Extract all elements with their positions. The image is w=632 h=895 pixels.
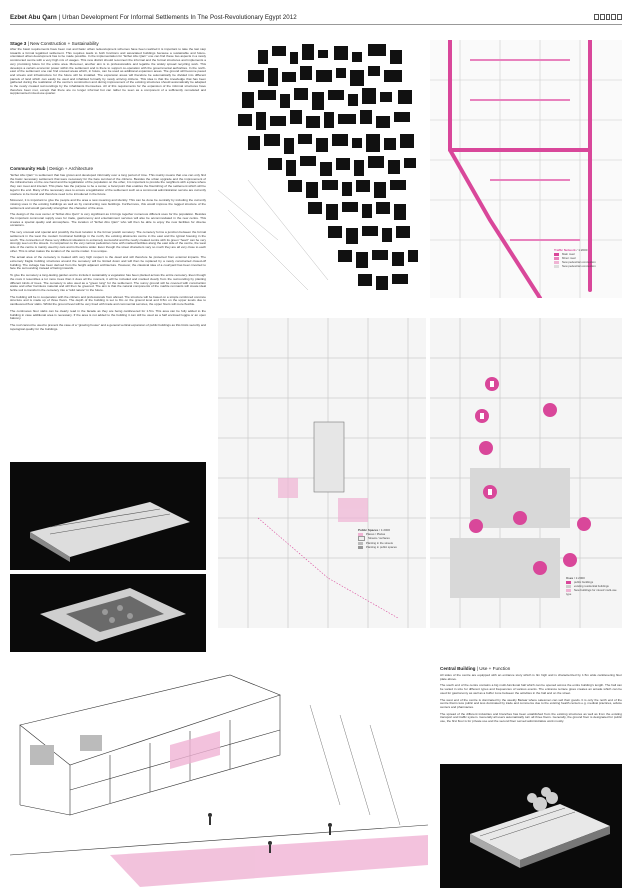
central-paragraph: All sides of the centre are equipped with an entrance story which is 3m high and is characterized by 1.5m wide cantilevering floor plate above. xyxy=(440,674,622,681)
community-hub-subtitle: | Design + Architecture xyxy=(45,166,94,171)
legend-label: existing residential buildings xyxy=(574,584,609,588)
legend-item xyxy=(554,264,620,268)
legend-swatch xyxy=(554,265,559,268)
traffic-network-map xyxy=(430,40,622,298)
central-paragraph: The south end of the centre contains a big multi-functional hall which can be opened across the entire building's length. The hall can be varied in size for different types and frequencies of various events. The entrance terrace gives creates an arcade which can be used for gastronomy as well as a buffer zone between the activities in the hall and on the street. xyxy=(440,684,622,695)
uses-map xyxy=(430,318,622,628)
legend-label: Places / Plazas xyxy=(366,532,386,536)
uses-scale: / 1:2000 xyxy=(573,576,585,580)
stage3-title xyxy=(10,41,99,46)
uses-title: Uses xyxy=(566,576,574,580)
legend-label: public buildings xyxy=(574,580,594,584)
legend-item xyxy=(566,588,620,596)
hub-paragraph: "Ezbet Abu Qarn" is settlement that has grown and developed informally over a long period of time. This mainly means that one can only find the basic necessary settlement that were necessary for the bare survival of the citizens. Besides the urban upgrade and the improvement of the infrastructure on the one hand and the legalization of the population on the other, it is important to provide the neighbors with a place where they can meet and interact. This place has the purpose to be a center, a focal point that enables the flourishing of the settlement which will be legal in the end. Many of the necessary uses to ensure a legalization of the settlement such as a communal administration service are currently nowhere to be found and therefore need to be introduced in the future. xyxy=(10,174,206,196)
title-bold: Ezbet Abu Qarn xyxy=(10,14,57,21)
stage3-text: After the basic requirements have been met and basic urban redevelopment schemes have been realized it is important to take the last step towards a formal legalized settlement. This requires leads to both functions and associated buildings because a sustainable and future-orientated urban development has to be made possible. In the implementation for "Ezbet Abu Qarn" one can find these two aspects in a newly constructed centre with a very high mix of usages. This new district should reconnect the informal and the formal structures and implements a very promising future for the entire area. Moreover, another aim is to professionalize and legalize the widely spread recycling work. This develops a certain economic power within the settlement and is there to support co-operation with the governmental authorities. In the north-east of the settlement one can find unused areas which, in future, can be used as additional expansion areas. The ground will become paved and streets and infrastructure for the future will be installed. The expansion areas will therefore be automatically be divided into different parcels of land which can easily be used and inhabited formally by newly arriving citizens. This idea is that the knowledge that has been gathered during the realization of the centre's construction and during improvement of the existing structures should automatically be adapted to the newly created surroundings by the inhabitants themselves. All of this requirements for the expansion of the informal structures have therefore been met, except that there are no longer informal but can rather be seen as a component of a sufficiently remodeled and supplemented mixed-use quarter. xyxy=(10,48,206,96)
legend-label: Planting in the streets xyxy=(366,541,393,545)
legend-label: New pedestrian connection xyxy=(562,260,596,264)
traffic-legend xyxy=(554,248,620,268)
legend-label: Main road xyxy=(562,252,575,256)
hub-paragraph: The roof cannot be used to prevent the case of a "growing house" and a general vertical expansion of public buildings as this limits security and topological quality for the buildings. xyxy=(10,323,206,331)
model-photo-courtyard xyxy=(10,574,206,652)
legend-label: Planting in public spaces xyxy=(366,545,397,549)
legend-swatch xyxy=(358,546,363,549)
model-photo-central-building xyxy=(440,764,622,888)
central-building-subtitle: | Use + Function xyxy=(475,666,511,671)
page-title xyxy=(10,14,297,21)
central-building-title xyxy=(440,666,510,671)
legend-label: New buildings for mixed/ multi-use type xyxy=(566,588,617,596)
central-paragraph: The spread of the different industries and branches has been established from the existing structures as well as from the existing transport and traffic system. Generally all users automatically turn all three floors. Generally, the ground floor is designated for public use, the first floor is for private use and the second floor served administrative work mostly. xyxy=(440,712,622,724)
stage3-subtitle: | New Construction + Sustainability xyxy=(26,41,99,46)
central-building-text xyxy=(440,674,622,760)
public-title: Public Spaces xyxy=(358,528,379,532)
header-divider xyxy=(10,24,622,25)
community-hub-title-bold: Community Hub xyxy=(10,166,46,171)
hub-paragraph: Moreover, it is important to give the people and the area a new meaning and identity. This can be done be centrally by including the currently missing uses in the existing buildings as well as by constructing new buildings. Furthermore, this would improve the ragged structure of the settlement and would generally strengthen the character of the area. xyxy=(10,199,206,210)
legend-label: New pedestrian connection xyxy=(562,264,596,268)
hub-paragraph: The continuous floor slabs can be clearly read in the facade as they are being cantilevered for 1.5m. This area can be fully added to the building in case additional area is necessary. If the area is not added to the building it can still be used as a half enclosed loggia or an open balcony. xyxy=(10,309,206,321)
hub-paragraph: The design of the new center of "Ezbet Abu Qarn" is very significant as it brings together numerous different uses for the population. Besides the important communal supply uses for trade, gastronomy and entertainment services will also be accommodated in the new centre. This creates a special quality and atmosphere. The location of "Ezbet Abu Qarn" who will then be able to enjoy the new facilities for diverse occasions. xyxy=(10,213,206,228)
legend-item xyxy=(358,545,424,549)
central-paragraph: The west end of the centre is dominated by the weekly Bazaar where salesmen can sell their goods. It is only the north end of the centre that is less public and less dominated by trade and commerce due to the existing health centers e.g. medical practices, advice centers and pharmacies. xyxy=(440,698,622,709)
public-spaces-legend xyxy=(358,528,424,549)
public-spaces-map xyxy=(218,318,426,628)
legend-label: Streets / surfaces xyxy=(368,536,390,541)
community-hub-title xyxy=(10,166,93,171)
traffic-title: Traffic Network xyxy=(554,248,576,252)
legend-label: Minor road xyxy=(562,256,576,260)
perspective-sketch xyxy=(10,665,428,887)
community-hub-text xyxy=(10,174,206,446)
logo-mark xyxy=(594,14,622,20)
central-building-title-bold: Central Building xyxy=(440,666,476,671)
hub-paragraph: To give the cemetery a long-lasting garden and to include it sustainably a vegetation has been planted across the entire cemetery. Even though the rows it resembles a lot more trees than it does all the moment, it will be included and marked clearly from the surrounding by planting different kinds of trees. The cemetery is also used as a "green lung" for the settlement. The sunny ground will be covered with construction waste and other harmless material and will then be greened. The aim is that the natural components of the marble remnants will create ideal fertile soil to transform the cemetery into a "wild nature" in the future. xyxy=(10,274,206,292)
stage3-title-bold: Stage 3 xyxy=(10,41,27,46)
traffic-scale: / 1:2000 xyxy=(575,248,588,252)
hub-paragraph: The very unusual and special and possibly the best location is the former jewish cemetery. The cemetery forms a junction between the formal settlement in the west the modern functional buildings in the north, the existing allotments centre in the east and the typical housing in the south. The connection of these very different situations is extremely successful and the newly created centre with its green "heart" can be very strongly seen on the streets. In comparison to the very narrow pedestrian zone with marked facilities along the east side of the centre, the west side of the centre is mainly used by cars and is therefore wider. Even though the street characters vary so much they are all very close to each other. This is what makes the location of the centre matter. It so unique. xyxy=(10,231,206,253)
figure-ground-map xyxy=(218,40,426,298)
model-photo-facade xyxy=(10,462,206,570)
hub-paragraph: The building will be in cooperation with the citizens and professionals from abroad. The structure will be based on a simple reinforced concrete structure and is made up of three floors. The depth of the building is set to 8m on the ground level and 9.5m on the upper levels due to cantilevered floor slabs. Whilst the ground level will be very lined with trade and commercial services, the upper floors will more flexible. xyxy=(10,295,206,307)
public-scale: / 1:2000 xyxy=(378,528,391,532)
title-rest: | Urban Development For Informal Settlements In The Post-Revolutionary Egypt 2012 xyxy=(56,14,297,21)
uses-legend xyxy=(566,576,620,596)
hub-paragraph: The actual area of the cemetery is treated with very high respect to the dead and will therefore be protected from external impacts. The extremely fragile building structures around the cemetery will be limited down and will then be replaced by a newly constructed closed-off building. The cubage has been derived from the height adjacent architecture. However, the classical idea of a courtyard has been inverted to face the surrounding instead of facing inwards. xyxy=(10,256,206,271)
